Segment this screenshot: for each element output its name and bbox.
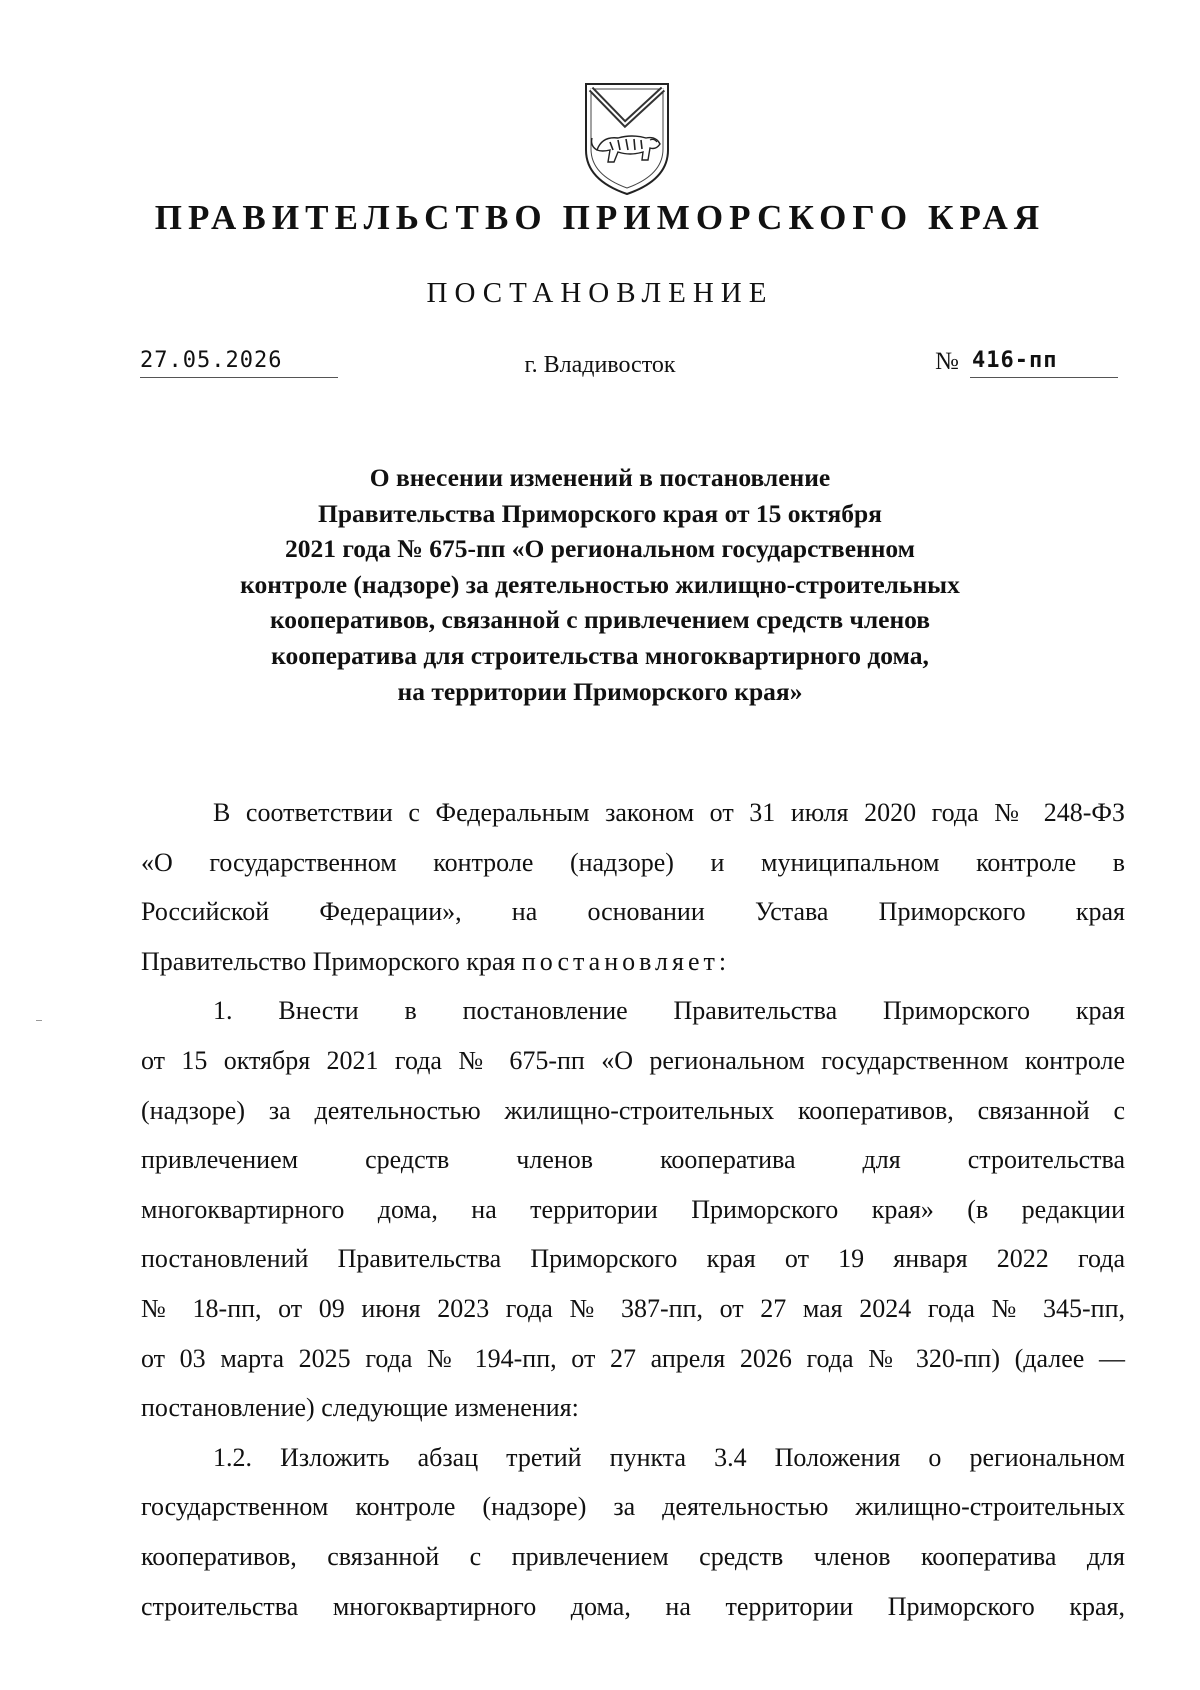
organization-name: ПРАВИТЕЛЬСТВО ПРИМОРСКОГО КРАЯ — [154, 198, 1046, 237]
document-body — [141, 788, 1125, 1631]
body-line: привлечением средств членов кооператива для строительства — [141, 1145, 1125, 1175]
resolving-party: Правительство Приморского края — [141, 946, 516, 976]
title-line: контроле (надзоре) за деятельностью жилищно-строительных — [240, 569, 960, 599]
body-line: многоквартирного дома, на территории Приморского края» (в редакции — [141, 1194, 1125, 1224]
body-line: «О государственном контроле (надзоре) и муниципальном контроле в — [141, 847, 1125, 877]
document-date: 27.05.2026 — [140, 348, 283, 373]
title-line: кооперативов, связанной с привлечением средств членов — [269, 605, 931, 635]
body-line: 1.2. Изложить абзац третий пункта 3.4 Положения о региональном — [213, 1442, 1125, 1472]
document-type: ПОСТАНОВЛЕНИЕ — [426, 277, 774, 309]
title-line: 2021 года № 675-пп «О региональном государственном — [284, 534, 916, 564]
body-line: государственном контроле (надзоре) за деятельностью жилищно-строительных — [141, 1492, 1125, 1522]
body-line: (надзоре) за деятельностью жилищно-строительных кооперативов, связанной с — [141, 1095, 1125, 1125]
number-underline — [970, 377, 1118, 378]
body-line: строительства многоквартирного дома, на территории Приморского края, — [141, 1591, 1125, 1621]
title-line: кооператива для строительства многоквартирного дома, — [271, 640, 929, 670]
body-line: постановлений Правительства Приморского края от 19 января 2022 года — [141, 1244, 1125, 1274]
resolves-word: постановляет: — [521, 946, 731, 976]
coat-of-arms-emblem — [580, 80, 674, 198]
body-line: постановление) следующие изменения: — [141, 1393, 579, 1423]
title-line: Правительства Приморского края от 15 октября — [318, 498, 882, 528]
title-line: О внесении изменений в постановление — [369, 463, 831, 492]
title-line: на территории Приморского края» — [397, 676, 803, 706]
body-line: В соответствии с Федеральным законом от 31 июля 2020 года № 248-ФЗ — [213, 798, 1125, 827]
body-line: 1. Внести в постановление Правительства Приморского края — [213, 996, 1125, 1026]
body-line: от 15 октября 2021 года № 675-пп «О региональном государственном контроле — [141, 1045, 1125, 1075]
body-line: кооперативов, связанной с привлечением средств членов кооператива для — [141, 1541, 1125, 1571]
body-line: от 03 марта 2025 года № 194-пп, от 27 апреля 2026 года № 320-пп) (далее — — [141, 1343, 1125, 1373]
margin-mark — [36, 1020, 42, 1021]
document-number: 416-пп — [972, 348, 1058, 373]
body-line: № 18-пп, от 09 июня 2023 года № 387-пп, от 27 мая 2024 года № 345-пп, — [141, 1293, 1125, 1323]
number-sign: № — [935, 348, 959, 375]
document-city: г. Владивосток — [524, 352, 676, 378]
body-line: Российской Федерации», на основании Устава Приморского края — [141, 897, 1125, 927]
document-title — [180, 460, 1020, 709]
body-line-resolves — [141, 937, 1125, 987]
